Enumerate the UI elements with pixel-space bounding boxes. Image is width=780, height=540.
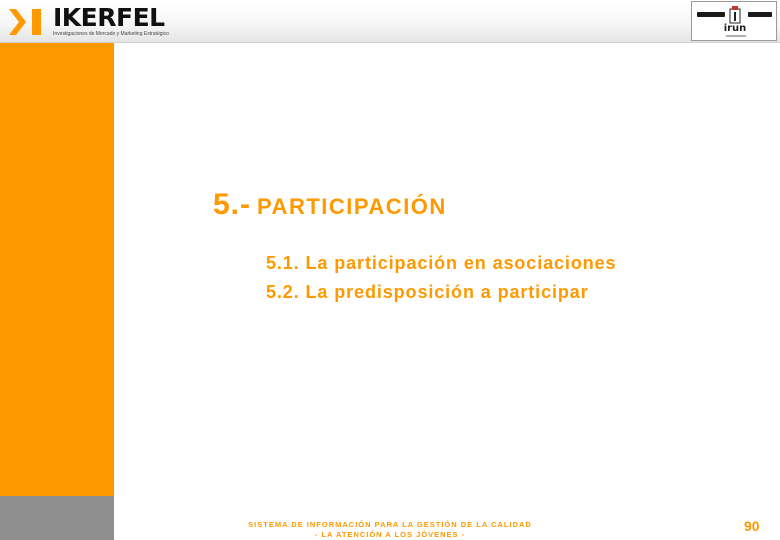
city-logo xyxy=(691,1,777,41)
city-logo-right-band xyxy=(748,12,772,17)
city-name: irun xyxy=(723,23,747,34)
header-bar xyxy=(0,0,780,43)
city-logo-underline xyxy=(726,35,746,37)
sidebar-accent-bar xyxy=(0,43,114,496)
subsection-item: 5.1. La participación en asociaciones xyxy=(266,253,617,273)
brand-name: IKERFEL xyxy=(53,3,165,32)
section-heading xyxy=(213,188,447,222)
chevron-logo-icon xyxy=(7,6,45,38)
city-crest-icon xyxy=(729,6,741,24)
section-number: 5.- xyxy=(213,188,252,221)
sidebar-bottom-block xyxy=(0,496,114,540)
subsection-item: 5.2. La predisposición a participar xyxy=(266,282,589,302)
footer-line-1: SISTEMA DE INFORMACIÓN PARA LA GESTIÓN DE LA CALIDAD xyxy=(248,520,532,529)
city-logo-left-band xyxy=(697,12,725,17)
footer-caption xyxy=(230,520,550,540)
footer-line-2: - LA ATENCIÓN A LOS JÓVENES - xyxy=(314,530,466,539)
page-number: 90 xyxy=(744,518,760,534)
ikerfel-logo xyxy=(7,3,177,38)
section-title: PARTICIPACIÓN xyxy=(257,194,447,219)
brand-tagline: Investigaciones de Mercado y Marketing Estratégico xyxy=(53,31,169,37)
